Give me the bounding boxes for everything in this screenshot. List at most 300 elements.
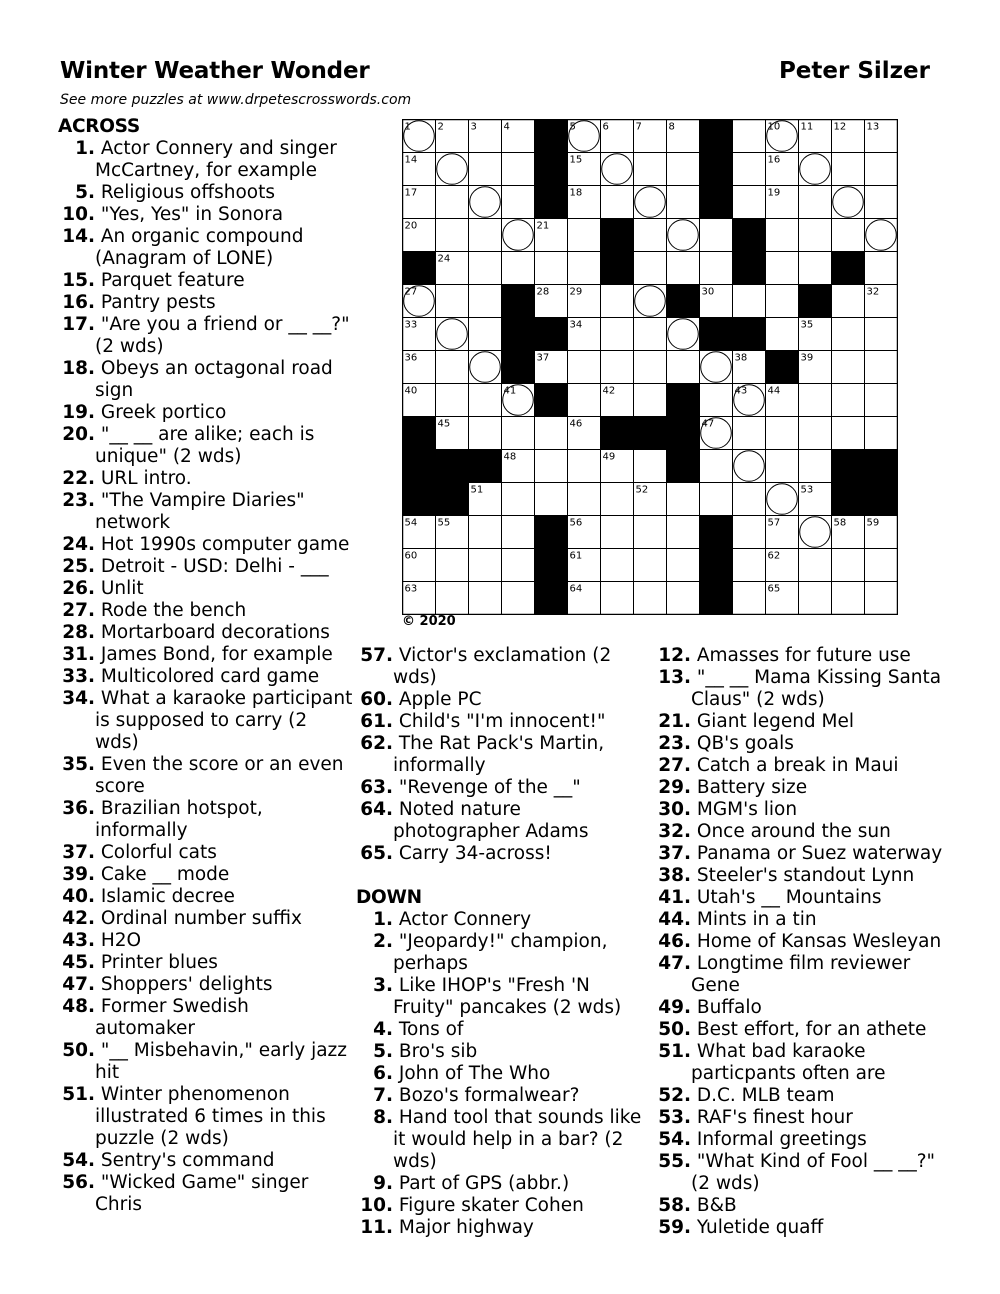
grid-cell[interactable] — [832, 582, 865, 615]
clue-number: 49. — [658, 997, 691, 1018]
grid-cell[interactable] — [634, 285, 667, 318]
grid-cell[interactable] — [535, 252, 568, 285]
grid-cell[interactable] — [634, 582, 667, 615]
grid-cell[interactable] — [766, 219, 799, 252]
grid-cell[interactable] — [568, 252, 601, 285]
clue-number: 37. — [62, 842, 95, 863]
clue-text: What bad karaoke particpants often are — [691, 1041, 886, 1084]
across-clue — [58, 996, 353, 1040]
grid-cell[interactable] — [634, 153, 667, 186]
grid-cell[interactable] — [865, 318, 898, 351]
down-clue — [654, 953, 954, 997]
cell-number: 55 — [437, 517, 451, 529]
cell-number: 32 — [866, 286, 880, 298]
grid-cell[interactable] — [469, 516, 502, 549]
grid-block[interactable] — [832, 252, 865, 285]
clue-text: "__ __ Mama Kissing Santa Claus" (2 wds) — [691, 667, 942, 710]
grid-cell[interactable] — [832, 318, 865, 351]
grid-cell[interactable] — [733, 483, 766, 516]
clue-number: 41. — [658, 887, 691, 908]
grid-cell[interactable] — [733, 153, 766, 186]
grid-cell[interactable] — [832, 285, 865, 318]
grid-cell[interactable] — [865, 582, 898, 615]
grid-cell[interactable] — [766, 450, 799, 483]
grid-block[interactable] — [832, 483, 865, 516]
grid-cell[interactable] — [502, 219, 535, 252]
grid-cell[interactable] — [601, 186, 634, 219]
grid-block[interactable] — [436, 483, 469, 516]
cell-number: 3 — [470, 121, 477, 133]
grid-cell[interactable] — [634, 186, 667, 219]
clue-text: Panama or Suez waterway — [691, 843, 943, 864]
grid-block[interactable] — [403, 252, 436, 285]
clue-text: "Jeopardy!" champion, perhaps — [393, 931, 608, 974]
clue-text: Cake __ mode — [95, 864, 230, 885]
grid-cell[interactable] — [469, 417, 502, 450]
clue-number: 1. — [373, 909, 393, 930]
grid-cell[interactable] — [700, 384, 733, 417]
down-clue — [654, 799, 954, 821]
down-clue — [654, 711, 954, 733]
grid-cell[interactable] — [436, 153, 469, 186]
clue-number: 57. — [360, 645, 393, 666]
grid-cell[interactable] — [700, 252, 733, 285]
grid-cell[interactable] — [535, 417, 568, 450]
clue-text: Hot 1990s computer game — [95, 534, 350, 555]
down-clue — [654, 667, 954, 711]
cell-number: 57 — [767, 517, 781, 529]
grid-cell[interactable] — [832, 219, 865, 252]
clue-text: Buffalo — [691, 997, 762, 1018]
clue-text: "Revenge of the __" — [393, 777, 581, 798]
grid-cell[interactable] — [733, 417, 766, 450]
grid-cell[interactable] — [733, 549, 766, 582]
clue-text: Yuletide quaff — [691, 1217, 824, 1238]
across-clue — [58, 952, 353, 974]
grid-cell[interactable] — [601, 351, 634, 384]
grid-cell[interactable] — [601, 285, 634, 318]
grid-block[interactable] — [535, 153, 568, 186]
across-clue — [58, 1150, 353, 1172]
clue-text: Mints in a tin — [691, 909, 817, 930]
grid-cell[interactable] — [667, 219, 700, 252]
clue-text: Informal greetings — [691, 1129, 867, 1150]
grid-cell[interactable] — [700, 351, 733, 384]
grid-cell[interactable] — [799, 252, 832, 285]
grid-block[interactable] — [700, 318, 733, 351]
cell-number: 34 — [569, 319, 583, 331]
clue-number: 55. — [658, 1151, 691, 1172]
across-clue — [58, 468, 353, 490]
cell-number: 8 — [668, 121, 675, 133]
grid-cell[interactable] — [502, 549, 535, 582]
grid-cell[interactable] — [634, 252, 667, 285]
grid-cell[interactable] — [502, 153, 535, 186]
down-clue — [654, 733, 954, 755]
puzzle-title: Winter Weather Wonder — [60, 58, 370, 84]
clue-number: 7. — [373, 1085, 393, 1106]
grid-cell[interactable] — [601, 318, 634, 351]
grid-cell[interactable] — [667, 351, 700, 384]
cell-number: 10 — [767, 121, 781, 133]
grid-cell[interactable] — [700, 483, 733, 516]
grid-cell[interactable] — [766, 318, 799, 351]
grid-cell[interactable] — [502, 186, 535, 219]
clue-text: H2O — [95, 930, 142, 951]
cell-number: 25 — [602, 253, 616, 265]
across-clue — [58, 886, 353, 908]
cell-number: 24 — [437, 253, 451, 265]
grid-cell[interactable] — [502, 483, 535, 516]
down-clue — [356, 1085, 646, 1107]
down-clue — [654, 887, 954, 909]
cell-number: 51 — [470, 484, 484, 496]
cell-number: 58 — [833, 517, 847, 529]
grid-cell[interactable] — [436, 285, 469, 318]
cell-number: 31 — [800, 286, 814, 298]
grid-cell[interactable] — [865, 219, 898, 252]
grid-block[interactable] — [700, 186, 733, 219]
cell-number: 19 — [767, 187, 781, 199]
clue-number: 21. — [658, 711, 691, 732]
clue-text: Obeys an octagonal road sign — [95, 358, 333, 401]
grid-block[interactable] — [535, 186, 568, 219]
clue-number: 38. — [658, 865, 691, 886]
grid-cell[interactable] — [436, 219, 469, 252]
grid-cell[interactable] — [667, 483, 700, 516]
grid-cell[interactable] — [568, 384, 601, 417]
clue-number: 23. — [658, 733, 691, 754]
grid-cell[interactable] — [865, 417, 898, 450]
grid-cell[interactable] — [634, 219, 667, 252]
grid-block[interactable] — [502, 285, 535, 318]
grid-cell[interactable] — [865, 384, 898, 417]
clue-number: 22. — [62, 468, 95, 489]
grid-block[interactable] — [700, 153, 733, 186]
grid-cell[interactable] — [469, 549, 502, 582]
grid-cell[interactable] — [799, 417, 832, 450]
cell-number: 21 — [536, 220, 550, 232]
cell-number: 20 — [404, 220, 418, 232]
clue-number: 47. — [658, 953, 691, 974]
across-clue — [58, 314, 353, 358]
grid-cell[interactable] — [469, 285, 502, 318]
across-clue — [58, 270, 353, 292]
down-clue — [654, 777, 954, 799]
across-clue — [58, 490, 353, 534]
clue-number: 20. — [62, 424, 95, 445]
grid-cell[interactable] — [601, 582, 634, 615]
cell-number: 43 — [734, 385, 748, 397]
clue-number: 62. — [360, 733, 393, 754]
cell-number: 7 — [635, 121, 642, 133]
grid-cell[interactable] — [436, 582, 469, 615]
cell-number: 49 — [602, 451, 616, 463]
clue-number: 45. — [62, 952, 95, 973]
clue-text: Utah's __ Mountains — [691, 887, 882, 908]
grid-cell[interactable] — [502, 252, 535, 285]
clue-number: 14. — [62, 226, 95, 247]
grid-cell[interactable] — [469, 318, 502, 351]
clue-text: "Yes, Yes" in Sonora — [95, 204, 284, 225]
grid-cell[interactable] — [799, 516, 832, 549]
down-header: DOWN — [356, 887, 422, 908]
grid-block[interactable] — [832, 450, 865, 483]
clue-text: Shoppers' delights — [95, 974, 273, 995]
grid-cell[interactable] — [865, 351, 898, 384]
across-clue — [356, 645, 646, 689]
clue-number: 19. — [62, 402, 95, 423]
grid-cell[interactable] — [733, 120, 766, 153]
cell-number: 53 — [800, 484, 814, 496]
cell-number: 38 — [734, 352, 748, 364]
cell-number: 23 — [734, 220, 748, 232]
down-clue — [654, 865, 954, 887]
grid-block[interactable] — [667, 417, 700, 450]
grid-cell[interactable] — [502, 582, 535, 615]
clue-number: 61. — [360, 711, 393, 732]
clue-text: MGM's lion — [691, 799, 798, 820]
grid-cell[interactable] — [436, 549, 469, 582]
grid-cell[interactable] — [667, 582, 700, 615]
clue-number: 23. — [62, 490, 95, 511]
grid-cell[interactable] — [865, 186, 898, 219]
grid-cell[interactable] — [799, 153, 832, 186]
grid-cell[interactable] — [634, 351, 667, 384]
grid-cell[interactable] — [700, 219, 733, 252]
clue-text: Hand tool that sounds like it would help in a bar? (2 wds) — [393, 1107, 642, 1172]
grid-block[interactable] — [502, 351, 535, 384]
grid-cell[interactable] — [502, 516, 535, 549]
grid-block[interactable] — [865, 450, 898, 483]
grid-block[interactable] — [502, 318, 535, 351]
across-clue — [58, 666, 353, 688]
grid-cell[interactable] — [634, 384, 667, 417]
grid-cell[interactable] — [568, 450, 601, 483]
grid-cell[interactable] — [865, 252, 898, 285]
grid-cell[interactable] — [436, 318, 469, 351]
cell-number: 52 — [635, 484, 649, 496]
grid-cell[interactable] — [634, 318, 667, 351]
grid-cell[interactable] — [799, 186, 832, 219]
clues-column-1 — [58, 116, 353, 1216]
grid-block[interactable] — [535, 120, 568, 153]
grid-cell[interactable] — [799, 549, 832, 582]
grid-cell[interactable] — [766, 483, 799, 516]
grid-block[interactable] — [700, 582, 733, 615]
grid-cell[interactable] — [733, 285, 766, 318]
across-clue — [58, 534, 353, 556]
clue-text: Actor Connery — [393, 909, 532, 930]
grid-block[interactable] — [535, 318, 568, 351]
across-clue — [58, 556, 353, 578]
grid-cell[interactable] — [634, 450, 667, 483]
clue-text: Like IHOP's "Fresh 'N Fruity" pancakes (2 wds) — [393, 975, 622, 1018]
grid-block[interactable] — [436, 450, 469, 483]
clue-text: Noted nature photographer Adams — [393, 799, 589, 842]
grid-cell[interactable] — [766, 417, 799, 450]
grid-cell[interactable] — [799, 450, 832, 483]
grid-block[interactable] — [700, 549, 733, 582]
grid-block[interactable] — [535, 549, 568, 582]
cell-number: 5 — [569, 121, 576, 133]
grid-cell[interactable] — [799, 582, 832, 615]
across-clue — [356, 711, 646, 733]
clue-text: URL intro. — [95, 468, 192, 489]
grid-cell[interactable] — [568, 219, 601, 252]
grid-block[interactable] — [667, 285, 700, 318]
grid-block[interactable] — [634, 417, 667, 450]
grid-cell[interactable] — [502, 417, 535, 450]
grid-cell[interactable] — [865, 549, 898, 582]
grid-cell[interactable] — [832, 351, 865, 384]
down-clue — [356, 1019, 646, 1041]
clue-number: 44. — [658, 909, 691, 930]
grid-cell[interactable] — [535, 450, 568, 483]
grid-block[interactable] — [700, 516, 733, 549]
clue-number: 10. — [360, 1195, 393, 1216]
grid-cell[interactable] — [601, 483, 634, 516]
clue-number: 43. — [62, 930, 95, 951]
grid-cell[interactable] — [667, 516, 700, 549]
grid-block[interactable] — [601, 417, 634, 450]
clue-text: Rode the bench — [95, 600, 247, 621]
grid-cell[interactable] — [667, 153, 700, 186]
grid-cell[interactable] — [634, 549, 667, 582]
grid-cell[interactable] — [601, 549, 634, 582]
grid-block[interactable] — [865, 483, 898, 516]
grid-block[interactable] — [535, 384, 568, 417]
grid-cell[interactable] — [832, 417, 865, 450]
grid-block[interactable] — [403, 417, 436, 450]
grid-cell[interactable] — [733, 186, 766, 219]
grid-cell[interactable] — [667, 186, 700, 219]
clue-text: "__ __ are alike; each is unique" (2 wds) — [95, 424, 315, 467]
crossword-grid[interactable] — [402, 119, 898, 615]
grid-block[interactable] — [667, 384, 700, 417]
cell-number: 35 — [800, 319, 814, 331]
grid-cell[interactable] — [667, 252, 700, 285]
grid-cell[interactable] — [469, 252, 502, 285]
grid-cell[interactable] — [469, 384, 502, 417]
cell-number: 4 — [503, 121, 510, 133]
grid-cell[interactable] — [568, 483, 601, 516]
grid-block[interactable] — [403, 450, 436, 483]
clue-number: 48. — [62, 996, 95, 1017]
grid-block[interactable] — [469, 450, 502, 483]
cell-number: 59 — [866, 517, 880, 529]
clue-text: "The Vampire Diaries" network — [95, 490, 305, 533]
clue-number: 32. — [658, 821, 691, 842]
cell-number: 61 — [569, 550, 583, 562]
grid-cell[interactable] — [469, 582, 502, 615]
clue-number: 30. — [658, 799, 691, 820]
copyright: © 2020 — [402, 614, 456, 629]
grid-cell[interactable] — [700, 450, 733, 483]
grid-cell[interactable] — [469, 186, 502, 219]
down-clue — [654, 1217, 954, 1239]
down-clue — [654, 1107, 954, 1129]
grid-cell[interactable] — [568, 351, 601, 384]
clue-text: Battery size — [691, 777, 808, 798]
grid-cell[interactable] — [667, 318, 700, 351]
grid-cell[interactable] — [733, 516, 766, 549]
across-clue — [58, 754, 353, 798]
clue-number: 4. — [373, 1019, 393, 1040]
grid-cell[interactable] — [469, 351, 502, 384]
grid-block[interactable] — [766, 351, 799, 384]
across-clue — [58, 798, 353, 842]
clue-number: 34. — [62, 688, 95, 709]
clue-text: Former Swedish automaker — [95, 996, 249, 1039]
across-clue — [58, 578, 353, 600]
grid-cell[interactable] — [469, 153, 502, 186]
grid-cell[interactable] — [667, 549, 700, 582]
clue-number: 65. — [360, 843, 393, 864]
cell-number: 11 — [800, 121, 814, 133]
grid-block[interactable] — [733, 318, 766, 351]
across-clue — [58, 864, 353, 886]
grid-cell[interactable] — [799, 219, 832, 252]
across-clue — [58, 292, 353, 314]
clue-number: 56. — [62, 1172, 95, 1193]
clue-text: Longtime film reviewer Gene — [691, 953, 911, 996]
grid-cell[interactable] — [436, 384, 469, 417]
cell-number: 18 — [569, 187, 583, 199]
clue-text: Child's "I'm innocent!" — [393, 711, 606, 732]
grid-cell[interactable] — [799, 384, 832, 417]
across-clue — [58, 974, 353, 996]
grid-cell[interactable] — [832, 186, 865, 219]
grid-cell[interactable] — [436, 186, 469, 219]
grid-cell[interactable] — [469, 219, 502, 252]
grid-block[interactable] — [535, 582, 568, 615]
grid-cell[interactable] — [865, 153, 898, 186]
subtitle: See more puzzles at www.drpetescrosswords.com — [60, 92, 412, 108]
grid-cell[interactable] — [733, 450, 766, 483]
cell-number: 62 — [767, 550, 781, 562]
grid-cell[interactable] — [766, 285, 799, 318]
clues-column-3 — [654, 645, 954, 1239]
clue-text: Once around the sun — [691, 821, 891, 842]
clue-text: Giant legend Mel — [691, 711, 855, 732]
grid-cell[interactable] — [436, 351, 469, 384]
down-clue — [654, 909, 954, 931]
grid-cell[interactable] — [832, 384, 865, 417]
clue-number: 63. — [360, 777, 393, 798]
grid-cell[interactable] — [832, 153, 865, 186]
across-clue — [58, 644, 353, 666]
grid-cell[interactable] — [601, 516, 634, 549]
clue-text: "What Kind of Fool __ __?" (2 wds) — [691, 1151, 936, 1194]
across-clue — [58, 622, 353, 644]
grid-cell[interactable] — [832, 549, 865, 582]
grid-block[interactable] — [535, 516, 568, 549]
grid-cell[interactable] — [535, 483, 568, 516]
clue-number: 1. — [75, 138, 95, 159]
clue-text: B&B — [691, 1195, 737, 1216]
clue-text: "Are you a friend or __ __?" (2 wds) — [95, 314, 350, 357]
clue-text: James Bond, for example — [95, 644, 333, 665]
grid-cell[interactable] — [601, 153, 634, 186]
down-clue — [356, 1195, 646, 1217]
grid-cell[interactable] — [733, 582, 766, 615]
grid-block[interactable] — [403, 483, 436, 516]
clue-text: Colorful cats — [95, 842, 217, 863]
grid-cell[interactable] — [766, 252, 799, 285]
grid-cell[interactable] — [634, 516, 667, 549]
author-name: Peter Silzer — [778, 58, 930, 84]
